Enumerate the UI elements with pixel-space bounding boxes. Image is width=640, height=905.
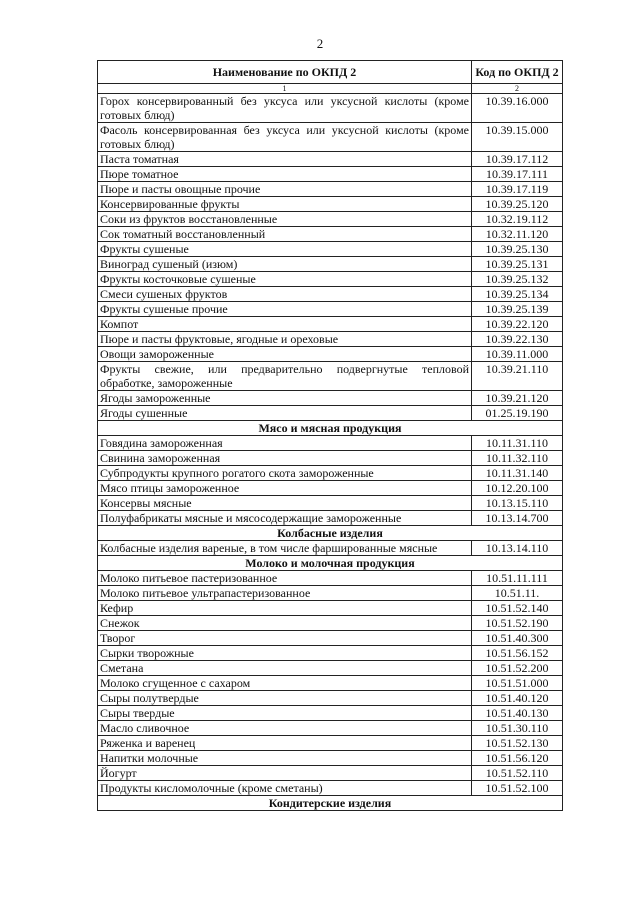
okpd-code: 10.51.40.300 xyxy=(472,631,563,646)
okpd-code: 10.11.31.140 xyxy=(472,466,563,481)
product-name: Снежок xyxy=(98,616,472,631)
okpd-code: 10.51.30.110 xyxy=(472,721,563,736)
table-row xyxy=(98,631,563,646)
table-row xyxy=(98,571,563,586)
table-row xyxy=(98,661,563,676)
product-name: Горох консервированный без уксуса или уксусной кислоты (кроме готовых блюд) xyxy=(98,94,472,123)
product-name: Паста томатная xyxy=(98,152,472,167)
product-name: Консервы мясные xyxy=(98,496,472,511)
table-row xyxy=(98,766,563,781)
table-row xyxy=(98,182,563,197)
product-name: Молоко сгущенное с сахаром xyxy=(98,676,472,691)
table-row xyxy=(98,362,563,391)
table-row xyxy=(98,616,563,631)
product-name: Полуфабрикаты мясные и мясосодержащие замороженные xyxy=(98,511,472,526)
section-title: Кондитерские изделия xyxy=(98,796,563,811)
table-row xyxy=(98,391,563,406)
product-name: Соки из фруктов восстановленные xyxy=(98,212,472,227)
okpd-code: 10.51.52.200 xyxy=(472,661,563,676)
table-row xyxy=(98,212,563,227)
product-name: Субпродукты крупного рогатого скота замороженные xyxy=(98,466,472,481)
product-name: Пюре и пасты овощные прочие xyxy=(98,182,472,197)
table-row xyxy=(98,496,563,511)
table-row xyxy=(98,511,563,526)
okpd-code: 10.39.21.110 xyxy=(472,362,563,391)
table-row xyxy=(98,287,563,302)
section-header-row xyxy=(98,556,563,571)
column-number-1: 1 xyxy=(98,84,472,94)
okpd-code: 10.39.25.130 xyxy=(472,242,563,257)
table-row xyxy=(98,481,563,496)
table-row xyxy=(98,691,563,706)
table-row xyxy=(98,94,563,123)
okpd-code: 10.51.51.000 xyxy=(472,676,563,691)
table-row xyxy=(98,706,563,721)
table-row xyxy=(98,332,563,347)
okpd-code: 10.39.16.000 xyxy=(472,94,563,123)
okpd-code: 10.51.52.100 xyxy=(472,781,563,796)
product-name: Продукты кисломолочные (кроме сметаны) xyxy=(98,781,472,796)
table-row xyxy=(98,197,563,212)
product-name: Сыры твердые xyxy=(98,706,472,721)
product-name: Мясо птицы замороженное xyxy=(98,481,472,496)
product-name: Пюре томатное xyxy=(98,167,472,182)
okpd-code: 10.12.20.100 xyxy=(472,481,563,496)
okpd-code: 10.51.52.140 xyxy=(472,601,563,616)
column-number-2: 2 xyxy=(472,84,563,94)
okpd-code: 10.13.14.110 xyxy=(472,541,563,556)
okpd-code: 10.39.25.132 xyxy=(472,272,563,287)
table-row xyxy=(98,242,563,257)
okpd-code: 10.51.11.111 xyxy=(472,571,563,586)
section-header-row xyxy=(98,796,563,811)
product-name: Свинина замороженная xyxy=(98,451,472,466)
okpd-code: 10.39.22.130 xyxy=(472,332,563,347)
okpd-code: 10.32.19.112 xyxy=(472,212,563,227)
okpd-code: 10.39.25.131 xyxy=(472,257,563,272)
table-row xyxy=(98,436,563,451)
product-name: Пюре и пасты фруктовые, ягодные и ореховые xyxy=(98,332,472,347)
section-title: Молоко и молочная продукция xyxy=(98,556,563,571)
product-name: Творог xyxy=(98,631,472,646)
okpd-table xyxy=(97,60,563,811)
table-row xyxy=(98,721,563,736)
table-row xyxy=(98,586,563,601)
table-row xyxy=(98,317,563,332)
table-row xyxy=(98,466,563,481)
okpd-code: 10.39.17.119 xyxy=(472,182,563,197)
table-row xyxy=(98,406,563,421)
column-number-row xyxy=(98,84,563,94)
okpd-code: 10.51.40.130 xyxy=(472,706,563,721)
product-name: Овощи замороженные xyxy=(98,347,472,362)
okpd-code: 10.13.14.700 xyxy=(472,511,563,526)
okpd-code: 10.13.15.110 xyxy=(472,496,563,511)
product-name: Йогурт xyxy=(98,766,472,781)
product-name: Компот xyxy=(98,317,472,332)
okpd-code: 10.51.52.190 xyxy=(472,616,563,631)
product-name: Смеси сушеных фруктов xyxy=(98,287,472,302)
table-row xyxy=(98,167,563,182)
okpd-code: 10.51.56.120 xyxy=(472,751,563,766)
table-row xyxy=(98,676,563,691)
table-row xyxy=(98,451,563,466)
okpd-code: 10.11.32.110 xyxy=(472,451,563,466)
section-header-row xyxy=(98,421,563,436)
table-row xyxy=(98,736,563,751)
product-name: Говядина замороженная xyxy=(98,436,472,451)
table-row xyxy=(98,152,563,167)
product-name: Ягоды замороженные xyxy=(98,391,472,406)
product-name: Ряженка и варенец xyxy=(98,736,472,751)
product-name: Кефир xyxy=(98,601,472,616)
table-row xyxy=(98,257,563,272)
table-row xyxy=(98,781,563,796)
table-row xyxy=(98,646,563,661)
okpd-code: 10.39.25.120 xyxy=(472,197,563,212)
okpd-code: 10.39.21.120 xyxy=(472,391,563,406)
okpd-code: 10.39.25.139 xyxy=(472,302,563,317)
okpd-code: 10.39.25.134 xyxy=(472,287,563,302)
table-row xyxy=(98,601,563,616)
product-name: Фрукты свежие, или предварительно подвергнутые тепловой обработке, замороженные xyxy=(98,362,472,391)
okpd-code: 10.51.11. xyxy=(472,586,563,601)
product-name: Сметана xyxy=(98,661,472,676)
okpd-code: 10.39.17.112 xyxy=(472,152,563,167)
product-name: Консервированные фрукты xyxy=(98,197,472,212)
header-code: Код по ОКПД 2 xyxy=(472,61,563,84)
section-header-row xyxy=(98,526,563,541)
table-row xyxy=(98,751,563,766)
okpd-code: 10.39.17.111 xyxy=(472,167,563,182)
table-row xyxy=(98,347,563,362)
table-row xyxy=(98,123,563,152)
product-name: Виноград сушеный (изюм) xyxy=(98,257,472,272)
table-row xyxy=(98,302,563,317)
product-name: Сырки творожные xyxy=(98,646,472,661)
okpd-code: 10.39.11.000 xyxy=(472,347,563,362)
okpd-code: 10.11.31.110 xyxy=(472,436,563,451)
product-name: Фасоль консервированная без уксуса или уксусной кислоты (кроме готовых блюд) xyxy=(98,123,472,152)
okpd-code: 10.39.22.120 xyxy=(472,317,563,332)
section-title: Мясо и мясная продукция xyxy=(98,421,563,436)
okpd-code: 10.51.40.120 xyxy=(472,691,563,706)
okpd-code: 10.32.11.120 xyxy=(472,227,563,242)
product-name: Сок томатный восстановленный xyxy=(98,227,472,242)
product-name: Фрукты сушеные xyxy=(98,242,472,257)
table-header-row xyxy=(98,61,563,84)
okpd-code: 10.51.52.110 xyxy=(472,766,563,781)
product-name: Молоко питьевое ультрапастеризованное xyxy=(98,586,472,601)
page-number: 2 xyxy=(316,36,324,51)
table-row xyxy=(98,272,563,287)
section-title: Колбасные изделия xyxy=(98,526,563,541)
okpd-code: 10.39.15.000 xyxy=(472,123,563,152)
product-name: Фрукты косточковые сушеные xyxy=(98,272,472,287)
product-name: Масло сливочное xyxy=(98,721,472,736)
product-name: Фрукты сушеные прочие xyxy=(98,302,472,317)
okpd-code: 10.51.56.152 xyxy=(472,646,563,661)
table-row xyxy=(98,227,563,242)
table-row xyxy=(98,541,563,556)
table-body xyxy=(98,94,563,811)
okpd-code: 10.51.52.130 xyxy=(472,736,563,751)
product-name: Напитки молочные xyxy=(98,751,472,766)
product-name: Молоко питьевое пастеризованное xyxy=(98,571,472,586)
header-name: Наименование по ОКПД 2 xyxy=(98,61,472,84)
product-name: Колбасные изделия вареные, в том числе фаршированные мясные xyxy=(98,541,472,556)
product-name: Ягоды сушенные xyxy=(98,406,472,421)
product-name: Сыры полутвердые xyxy=(98,691,472,706)
okpd-code: 01.25.19.190 xyxy=(472,406,563,421)
